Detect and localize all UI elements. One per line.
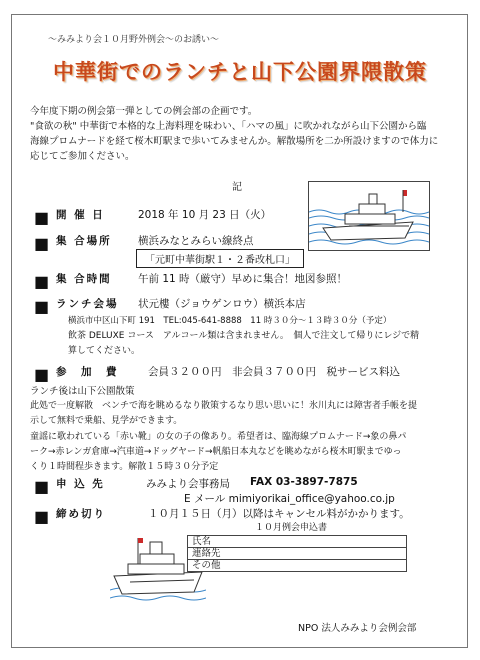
lunch-value: 状元樓（ジョウゲンロウ）横浜本店: [138, 298, 306, 310]
after-heading: ランチ後は山下公園散策: [30, 386, 135, 397]
meet-station-box: 「元町中華街駅１・２番改札口」: [136, 249, 304, 268]
apply-label: 申 込 先: [56, 478, 105, 490]
lunch-detail: 飲茶 DELUXE コース アルコール類は含まれません。 個人で注文して帰りにレジで精: [68, 331, 420, 341]
lunch-detail: 算してください。: [68, 346, 141, 356]
fax-number: FAX 03-3897-7875: [250, 476, 358, 488]
intro-line: "食欲の秋" 中華街で本格的な上海料理を味わい、「ハマの風」に吹かれながら山下公園から臨: [30, 121, 427, 132]
ship-illustration-boxed: [308, 181, 430, 251]
lunch-label: ランチ会場: [56, 298, 119, 310]
bullet-icon: ■: [34, 507, 50, 526]
intro-line: 海線プロムナードを経て桜木町駅まで歩いてみませんか。解散場所を二か所設けますので体力に: [30, 136, 439, 147]
form-other-field[interactable]: その他: [188, 560, 407, 572]
after-line: 此処で一度解散 ベンチで海を眺めるなり散策するなり思い思いに！氷川丸には障害者手帳を提: [30, 401, 418, 411]
flyer-subtitle: ～みみより会１０月野外例会～のお誘い～: [48, 35, 220, 45]
bullet-icon: ■: [34, 365, 50, 384]
after-line: ーク→赤レンガ倉庫→汽車道→ドッグヤード→帆船日本丸などを眺めながら桜木町駅までゆっ: [30, 447, 402, 457]
bullet-icon: ■: [34, 272, 50, 291]
apply-office: みみより会事務局: [146, 478, 230, 490]
after-line: くり１時間程歩きます。解散１５時３０分予定: [30, 462, 219, 472]
intro-line: 応じてご参加ください。: [30, 151, 135, 162]
fee-label: 参 加 費: [56, 366, 119, 378]
email-address[interactable]: E メール mimiyorikai_office@yahoo.co.jp: [184, 493, 395, 505]
intro-line: 今年度下期の例会第一弾としての例会部の企画です。: [30, 106, 258, 117]
form-title: １０月例会申込書: [255, 523, 328, 533]
form-contact-field[interactable]: 連絡先: [188, 548, 407, 560]
bullet-icon: ■: [34, 234, 50, 253]
date-label: 開 催 日: [56, 209, 105, 221]
intro-paragraph: [30, 104, 444, 164]
bullet-icon: ■: [34, 297, 50, 316]
date-value: 2018 年 10 月 23 日（火）: [138, 209, 272, 221]
after-line: 童謡に歌われている「赤い靴」の女の子の像あり。希望者は、臨海線プロムナード→象の鼻パ: [30, 432, 407, 442]
deadline-text: １０月１５日（月）以降はキャンセル料がかかります。: [148, 508, 410, 520]
bullet-icon: ■: [34, 208, 50, 227]
ki-heading: 記: [232, 182, 242, 193]
ship-icon: [309, 182, 429, 250]
application-form: [187, 535, 407, 572]
deadline-label: 締め切り: [56, 508, 106, 520]
lunch-detail: 横浜市中区山下町 191 TEL:045-641-8888 11 時３０分～１３時３０分（予定）: [68, 316, 392, 326]
meet-value: 横浜みなとみらい線終点: [138, 235, 254, 247]
flyer-title: 中華街でのランチと山下公園界隈散策: [53, 59, 427, 84]
form-name-field[interactable]: 氏名: [188, 536, 407, 548]
after-line: 示して無料で乗船、見学ができます。: [30, 416, 183, 426]
time-value: 午前 11 時（厳守）早めに集合！地図参照！: [138, 273, 348, 285]
fee-value: 会員３２００円 非会員３７００円 税サービス料込: [148, 366, 400, 378]
meet-label: 集 合場所: [56, 235, 112, 247]
bullet-icon: ■: [34, 477, 50, 496]
time-label: 集 合時間: [56, 273, 112, 285]
organizer-footer: NPO 法人みみより会例会部: [298, 623, 417, 634]
